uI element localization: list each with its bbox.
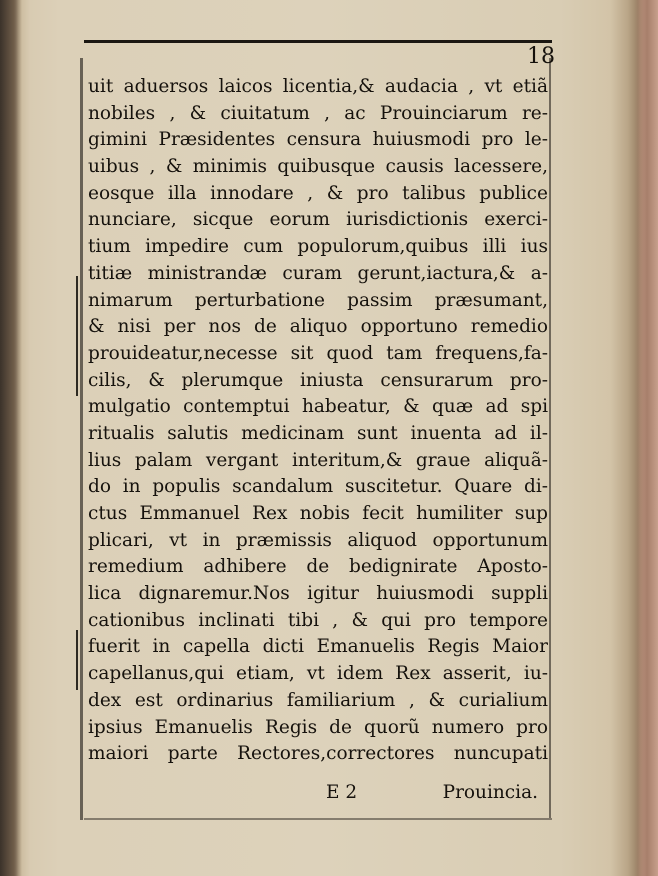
text-line: uit aduersos laicos licentia,& audacia , vt etiã bbox=[88, 76, 548, 97]
text-line: eosque illa innodare , & pro talibus publice bbox=[88, 182, 548, 204]
bottom-border-rule bbox=[84, 818, 552, 820]
text-line: cationibus inclinati tibi , & qui pro tempore bbox=[88, 609, 548, 631]
text-line: remedium adhibere de bedignirate Aposto- bbox=[88, 556, 548, 578]
text-line: cilis, & plerumque iniusta censurarum pro- bbox=[88, 369, 548, 391]
text-line: ipsius Emanuelis Regis de quorũ numero pro bbox=[88, 716, 548, 738]
text-line: dex est ordinarius familiarium , & curialium bbox=[88, 689, 548, 711]
text-line: capellanus,qui etiam, vt idem Rex asserit, iu- bbox=[88, 663, 548, 685]
body-text bbox=[88, 74, 548, 768]
text-line: nobiles , & ciuitatum , ac Prouinciarum re- bbox=[88, 102, 548, 124]
page-number: 18 bbox=[527, 44, 555, 69]
text-line: lica dignaremur.Nos igitur huiusmodi suppli bbox=[88, 583, 548, 605]
gutter-shadow bbox=[0, 0, 22, 876]
text-line: & nisi per nos de aliquo opportuno remedio bbox=[88, 316, 548, 338]
text-line: uibus , & minimis quibusque causis lacessere, bbox=[88, 156, 548, 178]
left-margin-mark-lower bbox=[76, 630, 78, 690]
text-line: lius palam vergant interitum,& graue aliquã- bbox=[88, 449, 548, 471]
text-line: maiori parte Rectores,correctores nuncupati bbox=[88, 743, 548, 765]
text-line: fuerit in capella dicti Emanuelis Regis Maior bbox=[88, 636, 548, 658]
text-line: ritualis salutis medicinam sunt inuenta ad il- bbox=[88, 422, 548, 444]
text-line: nunciare, sicque eorum iurisdictionis exerci- bbox=[88, 209, 548, 231]
text-line: gimini Præsidentes censura huiusmodi pro le- bbox=[88, 129, 548, 151]
signature-mark: E 2 bbox=[326, 782, 358, 803]
top-border-rule bbox=[84, 40, 552, 43]
text-line: prouideatur,necesse sit quod tam frequens,fa- bbox=[88, 342, 548, 364]
text-line: do in populis scandalum suscitetur. Quare di- bbox=[88, 476, 548, 498]
text-line: tium impedire cum populorum,quibus illi ius bbox=[88, 236, 548, 258]
left-margin-mark bbox=[76, 276, 78, 396]
left-border-rule bbox=[80, 58, 83, 820]
text-line: ctus Emmanuel Rex nobis fecit humiliter sup bbox=[88, 503, 548, 524]
text-line: plicari, vt in præmissis aliquod opportunum bbox=[88, 529, 548, 551]
page-footer bbox=[88, 780, 548, 806]
page-edge bbox=[634, 0, 658, 876]
text-line: titiæ ministrandæ curam gerunt,iactura,& a- bbox=[88, 262, 548, 284]
catchword: Prouincia. bbox=[442, 782, 538, 803]
text-line: mulgatio contemptui habeatur, & quæ ad spi bbox=[88, 396, 548, 418]
text-line: nimarum perturbatione passim præsumant, bbox=[88, 289, 548, 311]
right-border-rule bbox=[549, 58, 551, 818]
